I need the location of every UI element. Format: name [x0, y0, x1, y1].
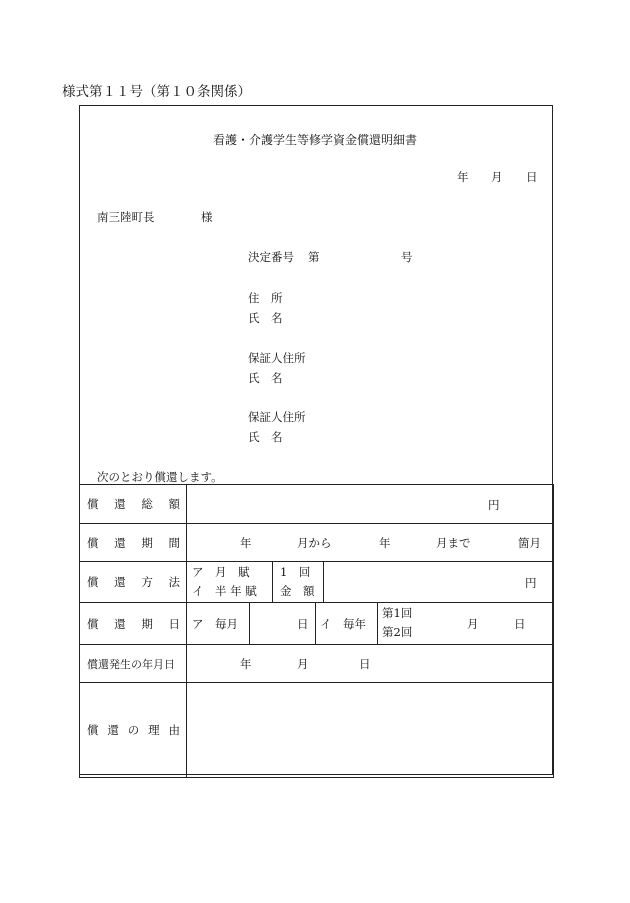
- form-title: 看護・介護学生等修学資金償還明細書: [212, 133, 417, 147]
- row-due: [80, 603, 554, 645]
- reason-value-cell: [187, 683, 554, 778]
- period-from: 月から: [297, 536, 332, 550]
- occurred-day: 日: [359, 657, 371, 671]
- due-first: 第1回: [382, 606, 413, 620]
- decision-number-suffix: 号: [401, 250, 413, 264]
- decision-number-label: 決定番号: [248, 250, 294, 264]
- addressee-name: 南三陸町長: [97, 210, 155, 224]
- guarantor2-address-label: 保証人住所: [248, 410, 306, 424]
- due-divider-3: [377, 603, 378, 644]
- total-value-cell: [187, 485, 554, 524]
- due-divider-1: [249, 603, 250, 644]
- guarantor2-name-label: 氏 名: [248, 430, 283, 444]
- intro-text: 次のとおり償還します。: [97, 470, 223, 484]
- occurred-year: 年: [240, 657, 252, 671]
- decision-number-prefix: 第: [308, 250, 320, 264]
- method-options: [192, 563, 257, 601]
- period-to: 月まで: [436, 536, 471, 550]
- due-month: 月: [467, 617, 479, 631]
- due-value-cell: [187, 603, 554, 645]
- date-day: 日: [526, 170, 538, 184]
- due-divider-2: [315, 603, 316, 644]
- method-option-monthly: ア 月 賦: [192, 565, 250, 579]
- row-occurred: [80, 645, 554, 683]
- due-second: 第2回: [382, 625, 413, 639]
- method-once: 1 回: [280, 565, 311, 579]
- period-months: 箇月: [518, 536, 541, 550]
- reason-label: 償還の理由: [80, 683, 187, 778]
- due-label: 償還期日: [80, 603, 187, 645]
- applicant-address-label: 住 所: [248, 291, 283, 305]
- due-yearly: イ 毎年: [320, 617, 366, 631]
- total-unit: 円: [488, 498, 500, 512]
- row-method: [80, 562, 554, 603]
- date-month: 月: [491, 170, 503, 184]
- form-number: 様式第１１号（第１０条関係）: [62, 84, 251, 100]
- period-year1: 年: [240, 536, 252, 550]
- guarantor1-name-label: 氏 名: [248, 371, 283, 385]
- period-value-cell: [187, 524, 554, 562]
- due-installments: [382, 604, 412, 642]
- date-year: 年: [457, 170, 469, 184]
- method-value-cell: [187, 562, 554, 603]
- method-unit: 円: [525, 576, 537, 590]
- row-reason: [80, 683, 554, 778]
- addressee-honorific: 様: [201, 210, 213, 224]
- due-day: 日: [297, 617, 309, 631]
- method-once-block: [280, 563, 315, 601]
- occurred-month: 月: [297, 657, 309, 671]
- row-total: [80, 485, 554, 524]
- applicant-name-label: 氏 名: [248, 311, 283, 325]
- method-option-semiannual: イ 半 年 賦: [192, 584, 257, 598]
- period-year2: 年: [379, 536, 391, 550]
- method-divider-2: [323, 562, 324, 602]
- due-monthly: ア 毎月: [192, 617, 238, 631]
- method-divider-1: [272, 562, 273, 602]
- total-label: 償還総額: [80, 485, 187, 524]
- due-day2: 日: [514, 617, 526, 631]
- occurred-label: 償還発生の年月日: [80, 645, 187, 683]
- method-amount: 金 額: [280, 584, 315, 598]
- occurred-value-cell: [187, 645, 554, 683]
- period-label: 償還期間: [80, 524, 187, 562]
- method-label: 償還方法: [80, 562, 187, 603]
- repayment-table: [79, 484, 554, 778]
- row-period: [80, 524, 554, 562]
- guarantor1-address-label: 保証人住所: [248, 351, 306, 365]
